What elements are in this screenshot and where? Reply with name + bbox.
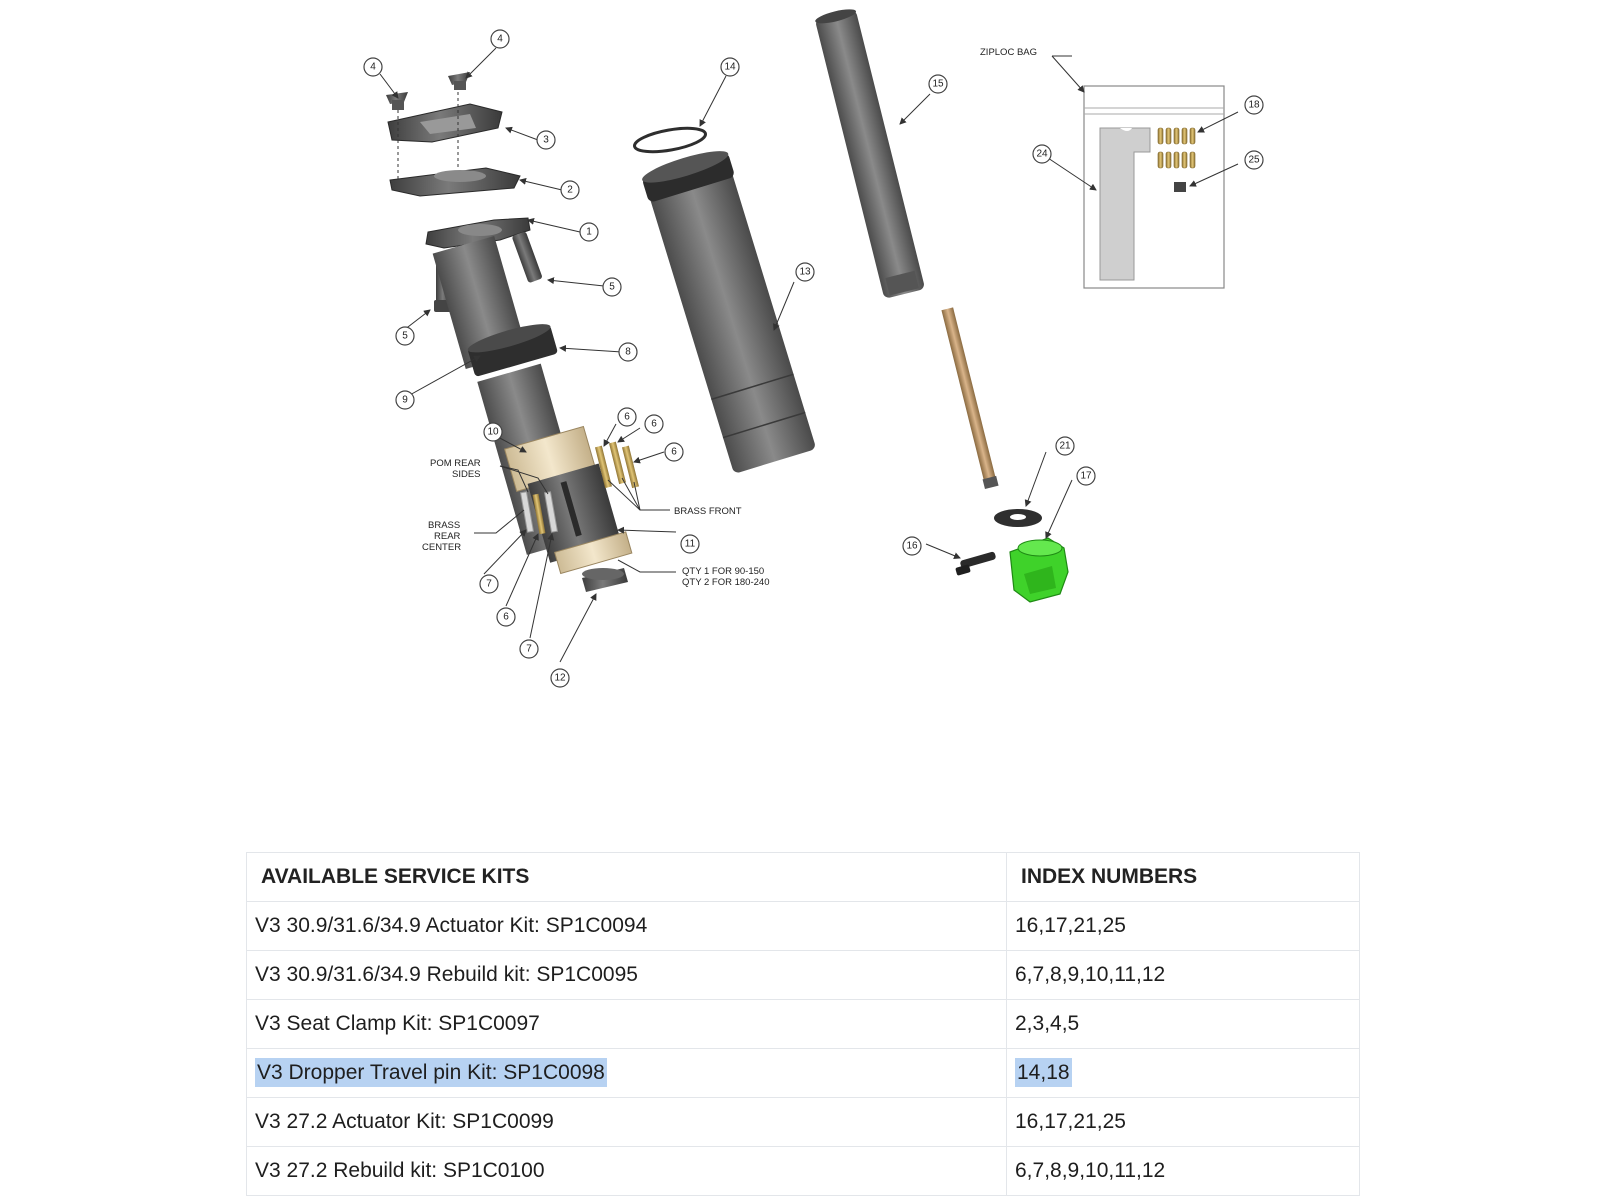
callout-13 xyxy=(796,263,814,281)
svg-text:1: 1 xyxy=(586,226,592,238)
svg-text:24: 24 xyxy=(1036,148,1048,160)
ziploc-bag xyxy=(1084,86,1224,288)
kit-name: V3 27.2 Rebuild kit: SP1C0100 xyxy=(247,1147,1007,1196)
callout-2 xyxy=(561,181,579,199)
bolt-4-right xyxy=(448,72,470,90)
collar-part-12 xyxy=(582,568,628,592)
header-index-numbers: INDEX NUMBERS xyxy=(1007,853,1360,902)
note-brass-rear-center-2: REAR xyxy=(434,531,461,542)
kit-index: 6,7,8,9,10,11,12 xyxy=(1007,951,1360,1000)
callout-4-left xyxy=(364,58,382,76)
callout-11 xyxy=(681,535,699,553)
svg-text:6: 6 xyxy=(503,611,509,623)
callout-16 xyxy=(903,537,921,555)
kit-name: V3 Seat Clamp Kit: SP1C0097 xyxy=(247,1000,1007,1049)
o-ring-part-14 xyxy=(633,124,707,156)
clamp-bottom-part-2 xyxy=(390,168,520,196)
cartridge-rod xyxy=(940,307,998,489)
svg-text:3: 3 xyxy=(543,134,549,146)
callout-8 xyxy=(619,343,637,361)
callout-6-d xyxy=(497,608,515,626)
svg-text:21: 21 xyxy=(1059,440,1071,452)
callout-1 xyxy=(580,223,598,241)
kit-index-cell xyxy=(1007,1049,1360,1098)
callout-6-b xyxy=(645,415,663,433)
table-header-row xyxy=(247,853,1360,902)
svg-text:7: 7 xyxy=(486,578,492,590)
callout-9 xyxy=(396,391,414,409)
kit-name-selected[interactable]: V3 Dropper Travel pin Kit: SP1C0098 xyxy=(255,1058,607,1087)
callout-18 xyxy=(1245,96,1263,114)
note-brass-front: BRASS FRONT xyxy=(674,506,742,517)
svg-text:6: 6 xyxy=(671,446,677,458)
svg-text:5: 5 xyxy=(609,281,615,293)
kit-name: V3 30.9/31.6/34.9 Actuator Kit: SP1C0094 xyxy=(247,902,1007,951)
callout-24 xyxy=(1033,145,1051,163)
svg-text:2: 2 xyxy=(567,184,573,196)
callout-25 xyxy=(1245,151,1263,169)
callout-15 xyxy=(929,75,947,93)
screw-part-16 xyxy=(955,551,996,576)
note-brass-rear-center-1: BRASS xyxy=(428,520,461,531)
header-available-service-kits: AVAILABLE SERVICE KITS xyxy=(247,853,1007,902)
kit-index: 16,17,21,25 xyxy=(1007,1098,1360,1147)
note-qty-2: QTY 2 FOR 180-240 xyxy=(682,577,770,588)
table-row xyxy=(247,951,1360,1000)
callout-17 xyxy=(1077,467,1095,485)
kit-name-cell xyxy=(247,1049,1007,1098)
svg-text:12: 12 xyxy=(554,672,566,684)
svg-text:7: 7 xyxy=(526,643,532,655)
bolt-5-right xyxy=(512,231,543,283)
svg-text:14: 14 xyxy=(724,61,736,73)
table-row xyxy=(247,1147,1360,1196)
table-row-highlighted xyxy=(247,1049,1360,1098)
table-row xyxy=(247,1098,1360,1147)
svg-text:4: 4 xyxy=(497,33,503,45)
callout-7-a xyxy=(480,575,498,593)
svg-text:8: 8 xyxy=(625,346,631,358)
actuator-part-17 xyxy=(1010,538,1068,602)
callout-5-right xyxy=(603,278,621,296)
bolt-4-left xyxy=(386,92,408,110)
table-row xyxy=(247,902,1360,951)
svg-text:17: 17 xyxy=(1080,470,1092,482)
kit-index: 16,17,21,25 xyxy=(1007,902,1360,951)
kit-index-selected[interactable]: 14,18 xyxy=(1015,1058,1072,1087)
svg-text:13: 13 xyxy=(799,266,811,278)
svg-text:18: 18 xyxy=(1248,99,1260,111)
kit-index: 6,7,8,9,10,11,12 xyxy=(1007,1147,1360,1196)
note-pom-rear-sides-2: SIDES xyxy=(452,469,481,480)
kit-name: V3 30.9/31.6/34.9 Rebuild kit: SP1C0095 xyxy=(247,951,1007,1000)
callout-10 xyxy=(484,423,502,441)
small-part-25 xyxy=(1174,182,1186,192)
svg-text:4: 4 xyxy=(370,61,376,73)
callout-7-b xyxy=(520,640,538,658)
callout-5-left xyxy=(396,327,414,345)
callout-6-a xyxy=(618,408,636,426)
svg-text:6: 6 xyxy=(651,418,657,430)
callout-12 xyxy=(551,669,569,687)
note-ziploc-bag: ZIPLOC BAG xyxy=(980,47,1038,58)
callout-3 xyxy=(537,131,555,149)
svg-text:15: 15 xyxy=(932,78,944,90)
outer-tube-part-13 xyxy=(640,145,819,474)
callout-14 xyxy=(721,58,739,76)
svg-text:5: 5 xyxy=(402,330,408,342)
service-kits-table xyxy=(246,852,1360,1196)
svg-text:10: 10 xyxy=(487,426,499,438)
note-qty-1: QTY 1 FOR 90-150 xyxy=(682,566,765,577)
callout-6-c xyxy=(665,443,683,461)
kit-index: 2,3,4,5 xyxy=(1007,1000,1360,1049)
note-brass-rear-center-3: CENTER xyxy=(422,542,462,553)
svg-text:16: 16 xyxy=(906,540,918,552)
callout-21 xyxy=(1056,437,1074,455)
table-row xyxy=(247,1000,1360,1049)
svg-text:25: 25 xyxy=(1248,154,1260,166)
note-pom-rear-sides-1: POM REAR xyxy=(430,458,481,469)
clamp-top-part-3 xyxy=(388,104,502,142)
svg-text:9: 9 xyxy=(402,394,408,406)
kit-name: V3 27.2 Actuator Kit: SP1C0099 xyxy=(247,1098,1007,1147)
svg-text:11: 11 xyxy=(684,538,696,550)
cartridge-part-15 xyxy=(814,6,925,299)
svg-text:6: 6 xyxy=(624,411,630,423)
callout-4-right xyxy=(491,30,509,48)
